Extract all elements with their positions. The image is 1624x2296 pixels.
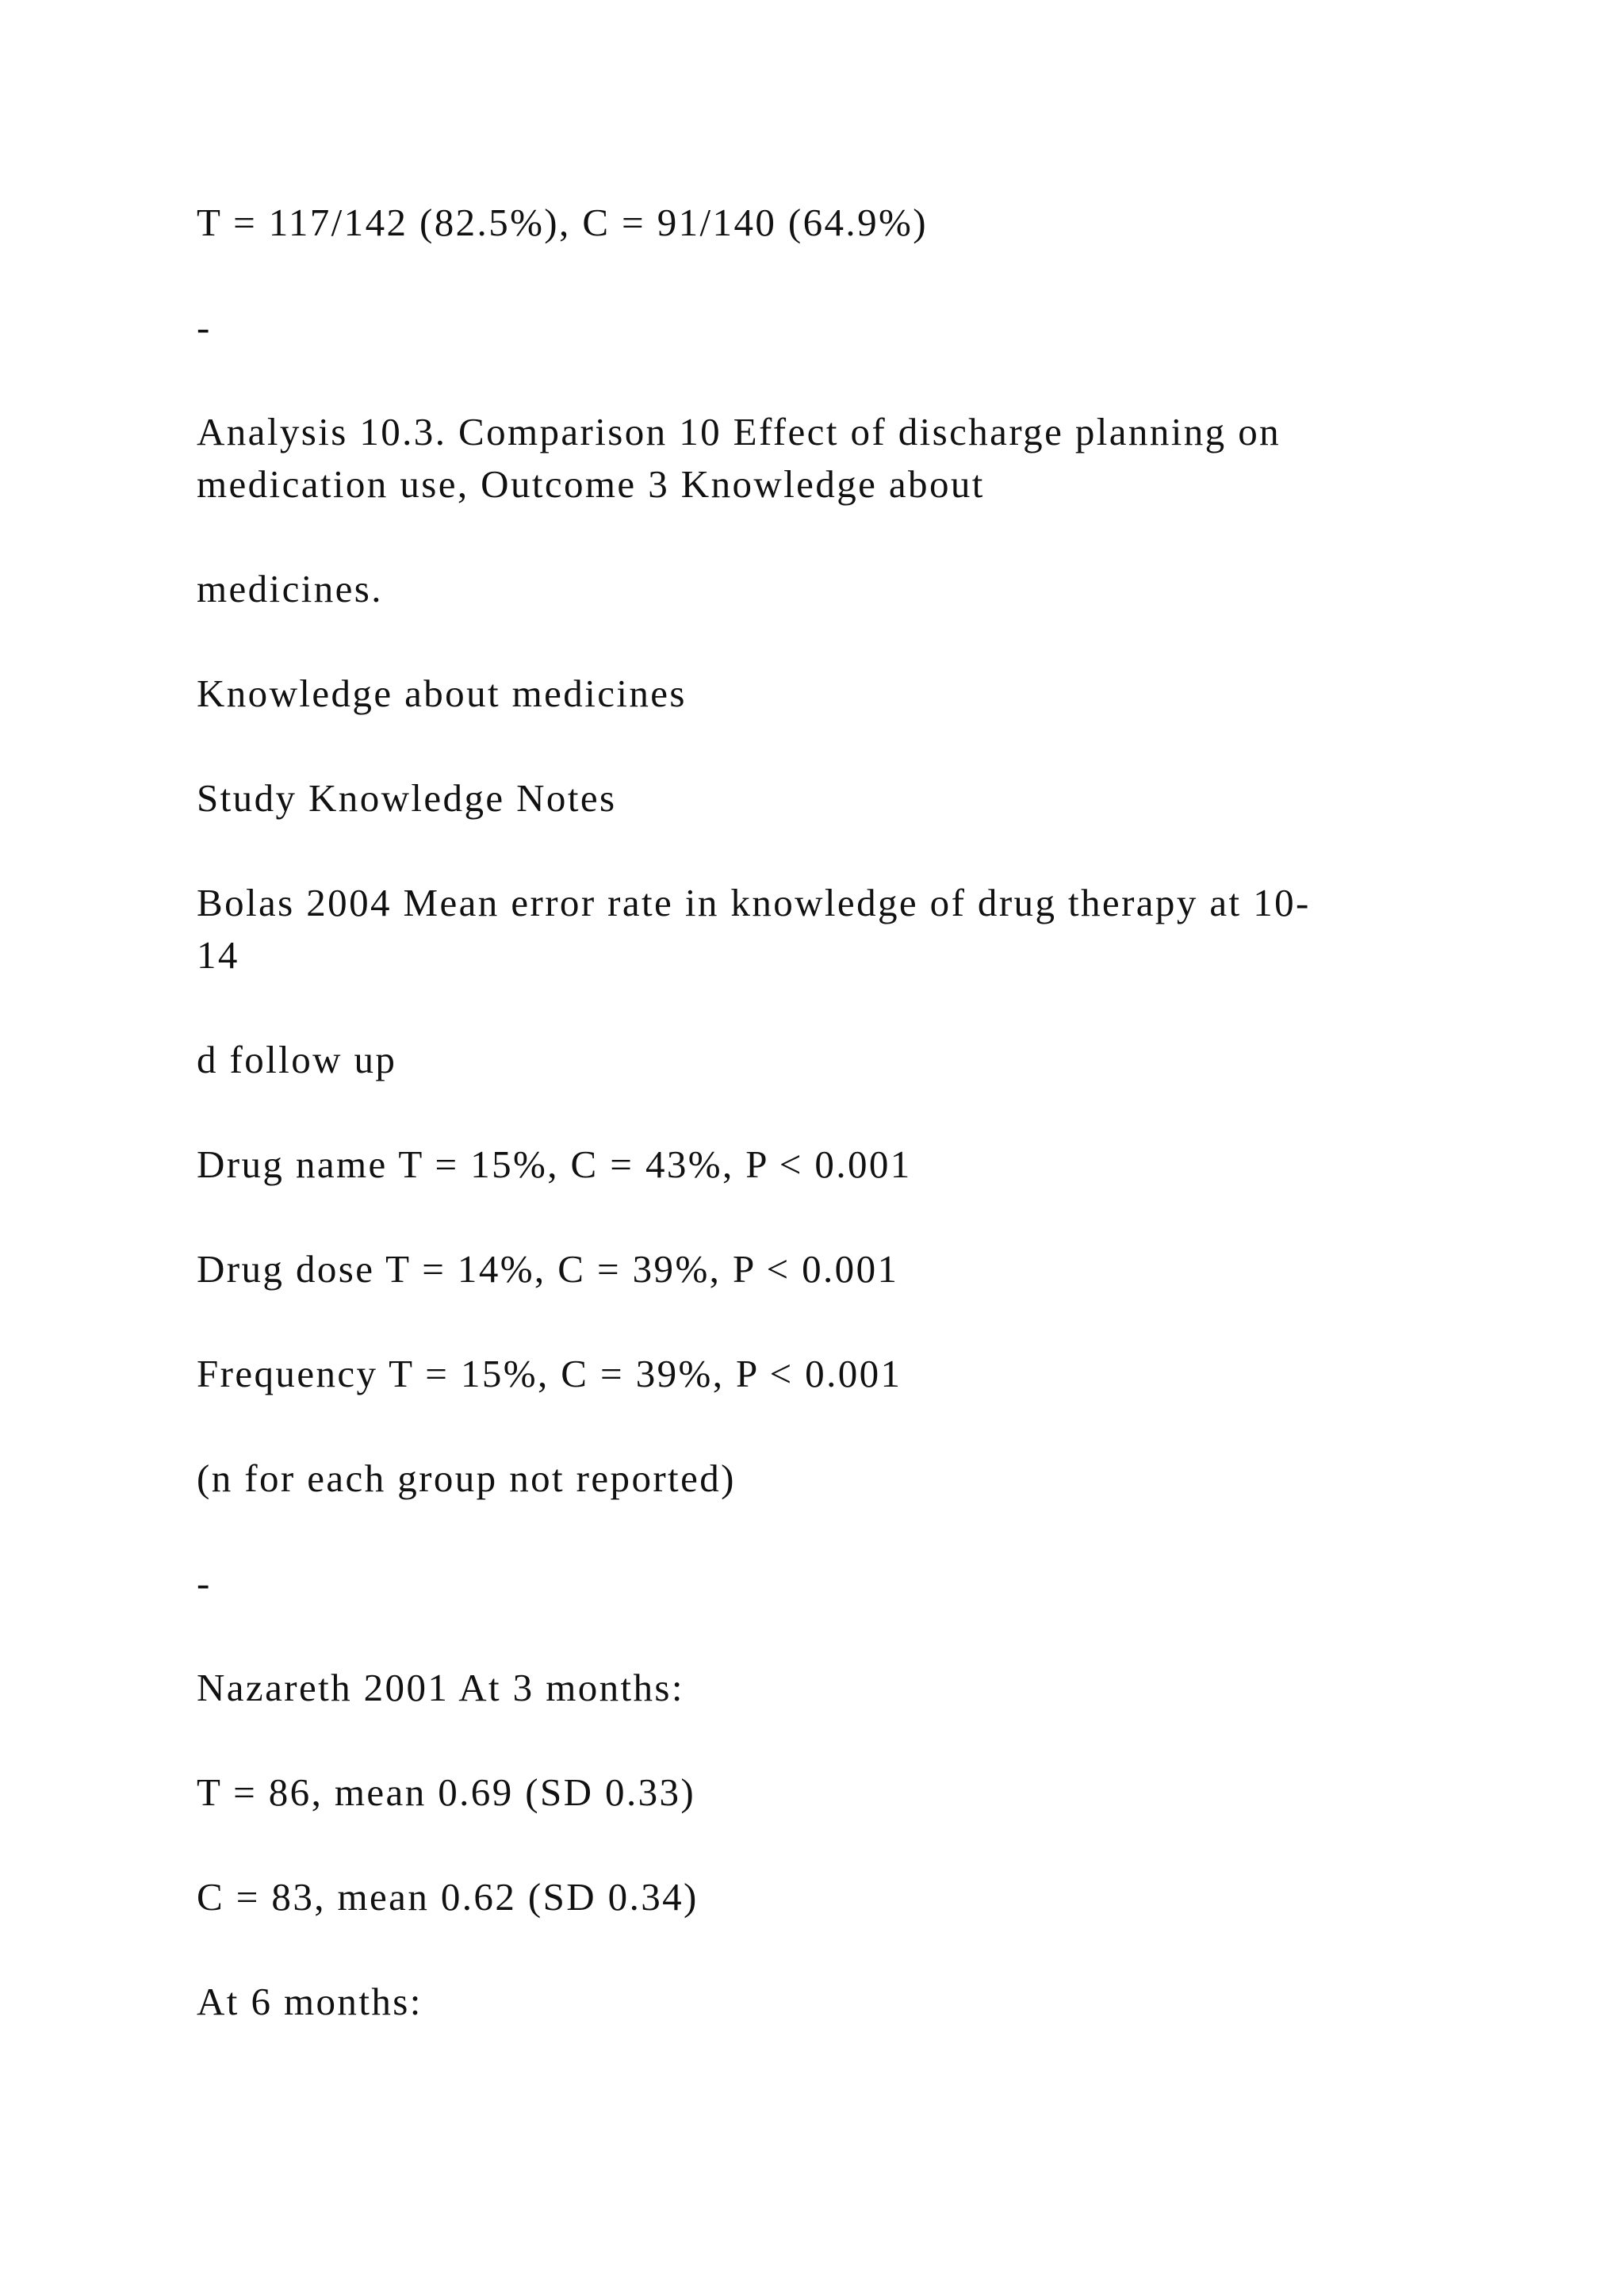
study-entry-nazareth: Nazareth 2001 At 3 months: (197, 1666, 684, 1709)
separator-dash: - (197, 1561, 212, 1605)
results-line: T = 117/142 (82.5%), C = 91/140 (64.9%) (197, 201, 928, 244)
result-drug-name: Drug name T = 15%, C = 43%, P < 0.001 (197, 1142, 912, 1186)
study-entry-bolas-continued: d follow up (197, 1038, 397, 1081)
section-title: Knowledge about medicines (197, 672, 687, 715)
table-header: Study Knowledge Notes (197, 776, 617, 820)
result-drug-dose: Drug dose T = 14%, C = 39%, P < 0.001 (197, 1247, 899, 1291)
result-treatment-3-months: T = 86, mean 0.69 (SD 0.33) (197, 1770, 696, 1814)
result-frequency: Frequency T = 15%, C = 39%, P < 0.001 (197, 1352, 902, 1395)
analysis-heading-continued: medicines. (197, 567, 383, 610)
analysis-heading: Analysis 10.3. Comparison 10 Effect of discharge planning on medication use, Outcome 3 Knowledge about (197, 410, 1281, 506)
note-n-not-reported: (n for each group not reported) (197, 1456, 736, 1500)
timepoint-6-months: At 6 months: (197, 1980, 423, 2023)
separator-dash: - (197, 305, 212, 349)
result-control-3-months: C = 83, mean 0.62 (SD 0.34) (197, 1875, 699, 1919)
study-entry-bolas: Bolas 2004 Mean error rate in knowledge of drug therapy at 10- 14 (197, 881, 1311, 977)
